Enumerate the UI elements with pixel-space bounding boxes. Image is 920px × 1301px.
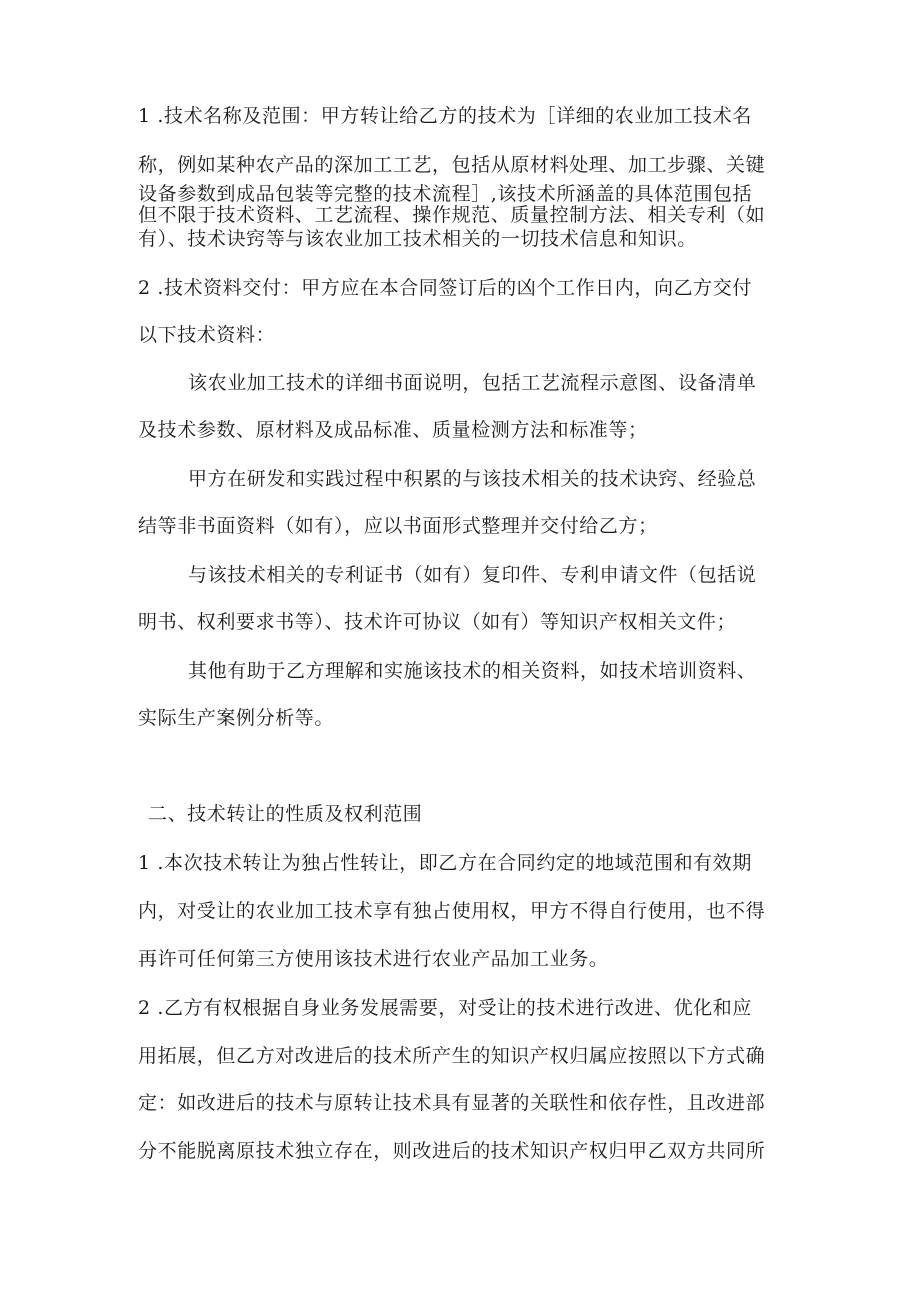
section-2-item-2-line-3: 定：如改进后的技术与原转让技术具有显著的关联性和依存性，且改进部 (138, 1092, 766, 1114)
item-2-line-1: 2 .技术资料交付：甲方应在本合同签订后的凶个工作日内，向乙方交付 (138, 277, 752, 299)
section-2-item-1-line-2: 内，对受让的农业加工技术享有独占使用权，甲方不得自行使用，也不得 (138, 900, 766, 922)
section-2-item-2-line-4: 分不能脱离原技术独立存在，则改进后的技术知识产权归甲乙双方共同所 (138, 1140, 766, 1162)
item-1-line-3: 设备参数到成品包装等完整的技术流程］,该技术所涵盖的具体范围包括 (138, 183, 753, 205)
section-2-heading: 二、技术转让的性质及权利范围 (148, 803, 423, 825)
sub-item-d-line-2: 实际生产案例分析等。 (138, 707, 335, 729)
item-1-line-2: 称，例如某种农产品的深加工工艺，包括从原材料处理、加工步骤、关键 (138, 154, 766, 176)
sub-item-d-line-1: 其他有助于乙方理解和实施该技术的相关资料，如技术培训资料、 (188, 660, 757, 682)
section-2-item-2-line-2: 用拓展，但乙方对改进后的技术所产生的知识产权归属应按照以下方式确 (138, 1045, 766, 1067)
item-1-line-1: 1 .技术名称及范围：甲方转让给乙方的技术为［详细的农业加工技术名 (138, 105, 752, 127)
sub-item-a-line-2: 及技术参数、原材料及成品标准、质量检测方法和标准等； (138, 419, 648, 441)
section-2-item-1-line-1: 1 .本次技术转让为独占性转让，即乙方在合同约定的地域范围和有效期 (138, 852, 752, 874)
sub-item-b-line-2: 结等非书面资料（如有），应以书面形式整理并交付给乙方； (138, 515, 658, 537)
sub-item-a-line-1: 该农业加工技术的详细书面说明，包括工艺流程示意图、设备清单 (188, 372, 757, 394)
sub-item-b-line-1: 甲方在研发和实践过程中积累的与该技术相关的技术诀窍、经验总 (188, 468, 757, 490)
section-2-item-2-line-1: 2 .乙方有权根据自身业务发展需要，对受让的技术进行改进、优化和应 (138, 997, 752, 1019)
sub-item-c-line-2: 明书、权利要求书等）、技术许可协议（如有）等知识产权相关文件； (138, 611, 737, 633)
item-2-line-2: 以下技术资料： (138, 324, 276, 346)
section-2-item-1-line-3: 再许可任何第三方使用该技术进行农业产品加工业务。 (138, 948, 609, 970)
sub-item-c-line-1: 与该技术相关的专利证书（如有）复印件、专利申请文件（包括说 (188, 564, 757, 586)
item-1-line-4: 但不限于技术资料、工艺流程、操作规范、质量控制方法、相关专利（如 (138, 204, 766, 226)
item-1-line-5: 有）、技术诀窍等与该农业加工技术相关的一切技术信息和知识。 (138, 228, 697, 250)
